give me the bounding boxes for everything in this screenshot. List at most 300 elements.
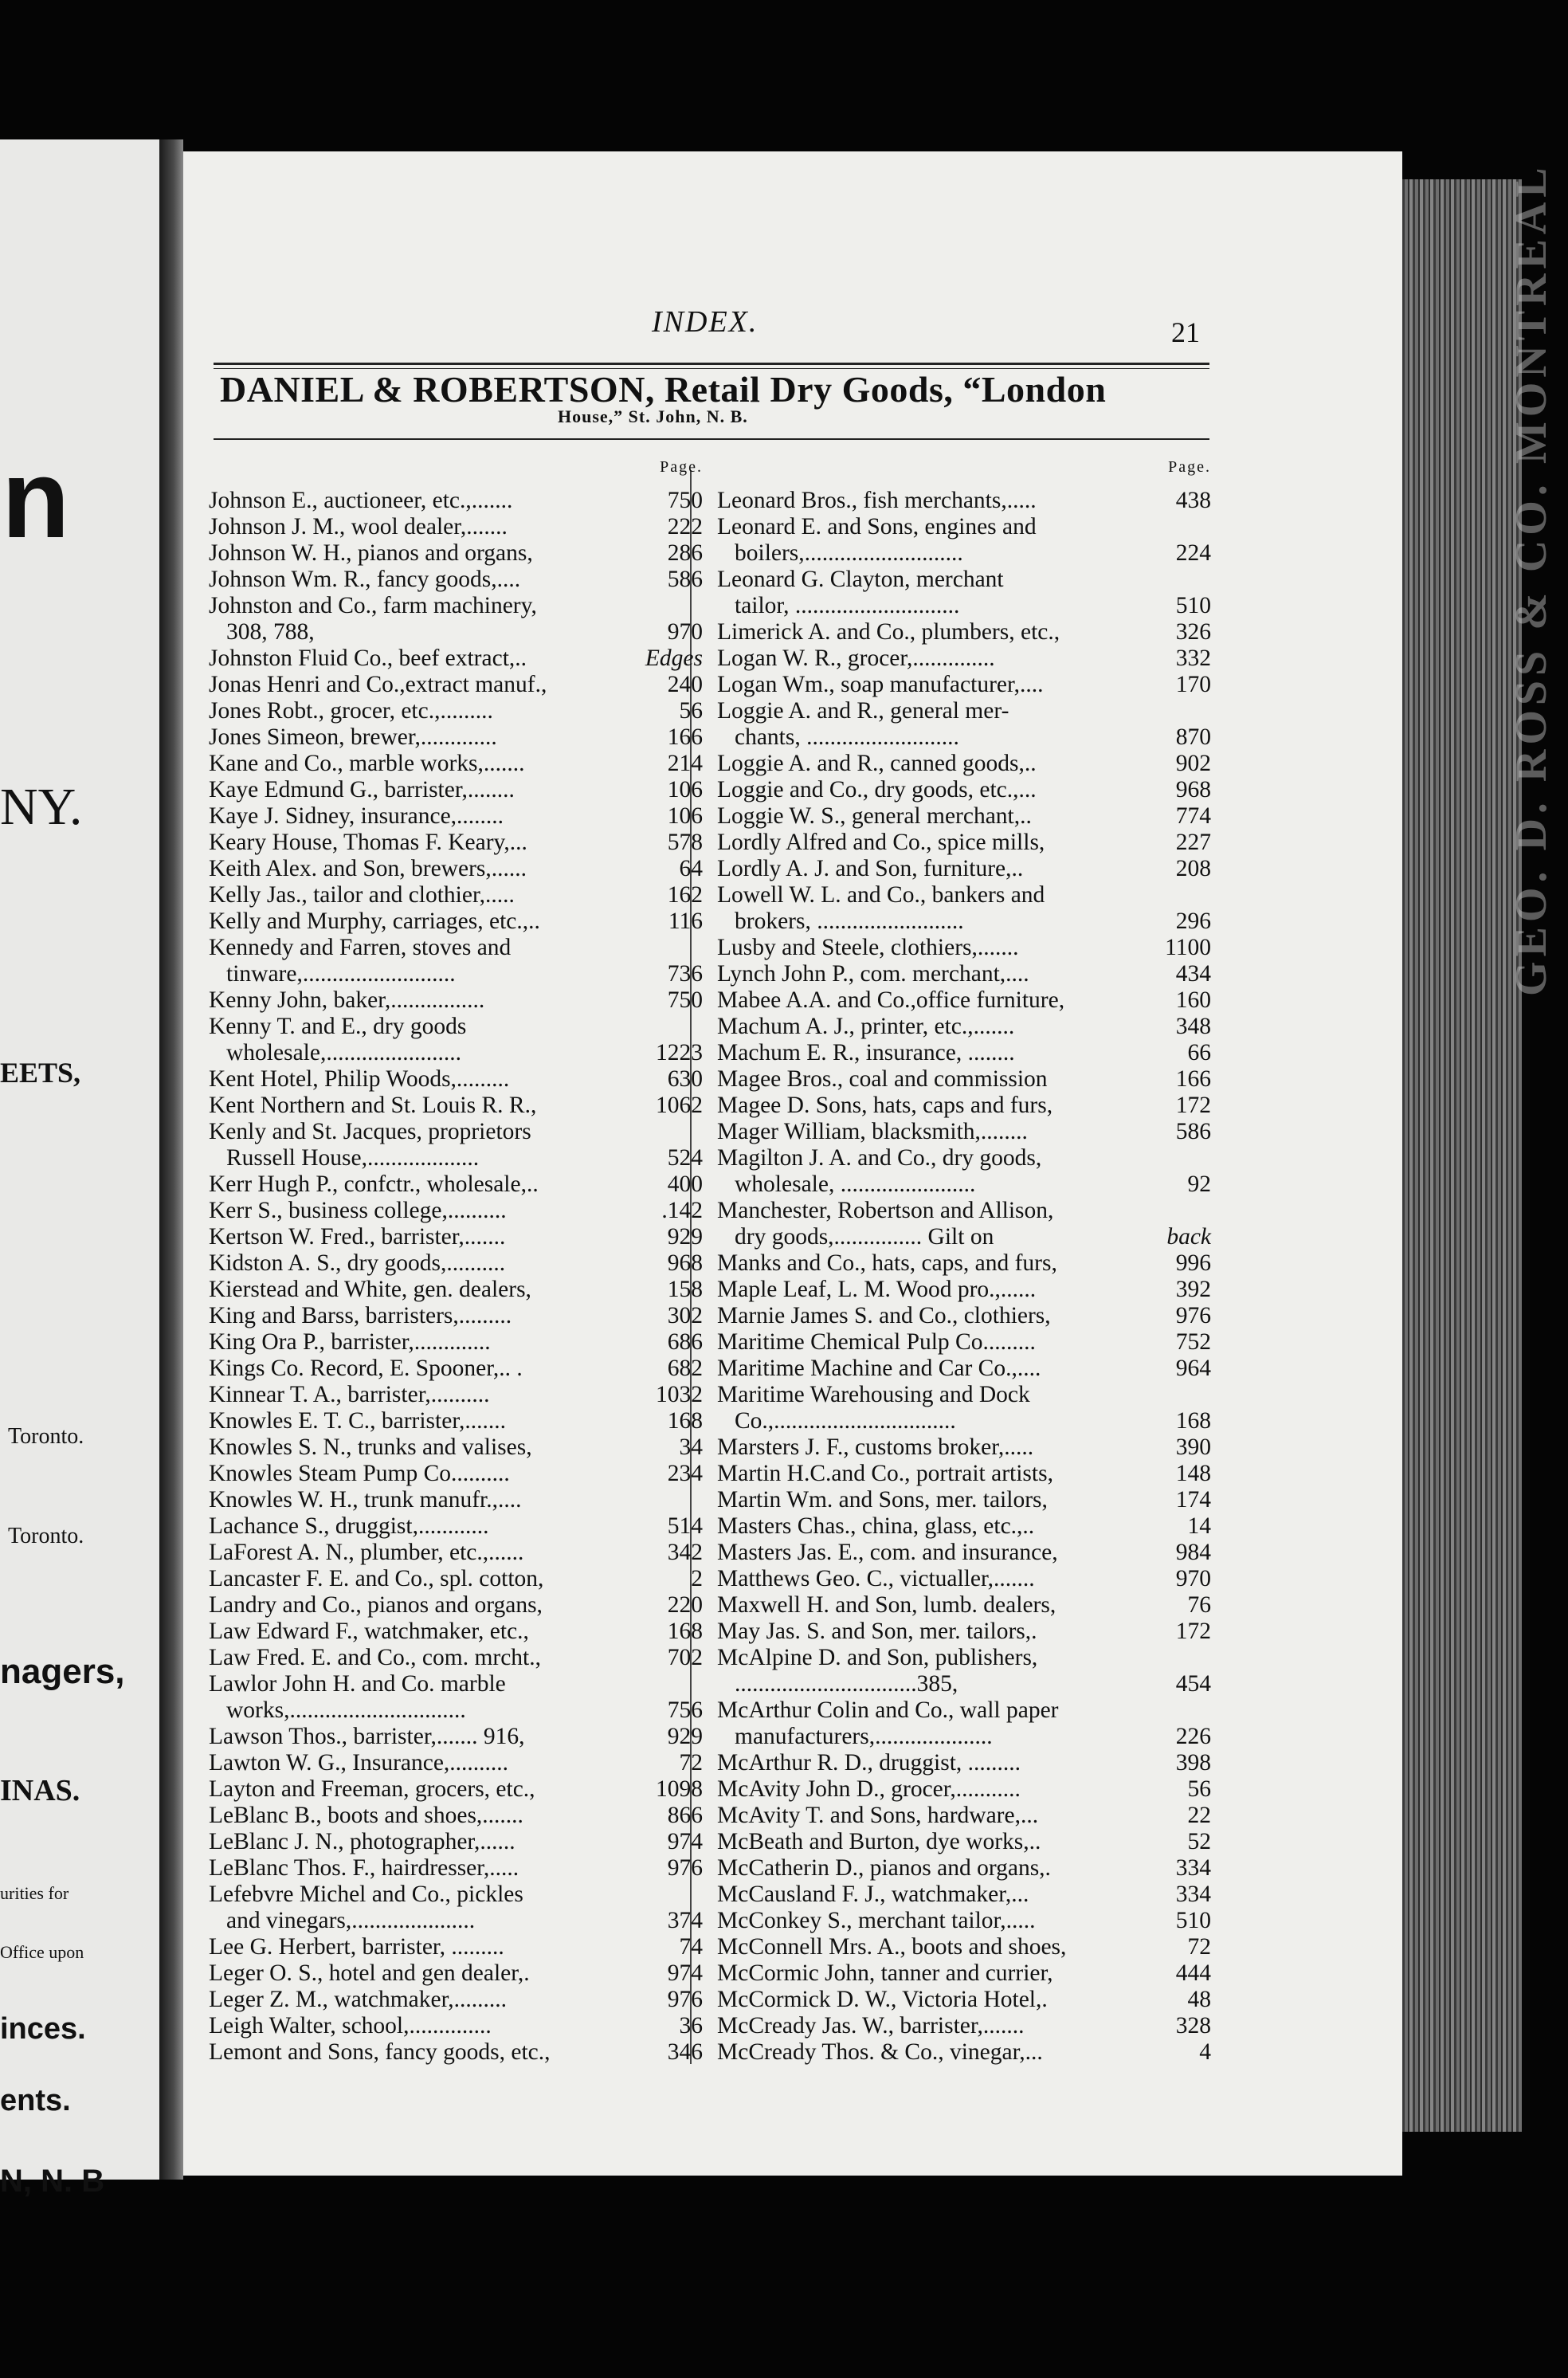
index-entry [717,1119,1211,1145]
entry-text: Loggie W. S., general merchant,.. [717,803,1032,829]
index-entry [717,882,1211,908]
entry-text: Lachance S., druggist,............ [209,1513,489,1539]
index-entry [209,1934,703,1960]
entry-text: tailor, ............................ [735,593,960,618]
index-entry [209,908,703,935]
entry-text: Maritime Machine and Car Co.,.... [717,1356,1041,1381]
entry-page-number: 390 [1175,1434,1211,1460]
entry-text: Masters Jas. E., com. and insurance, [717,1540,1058,1565]
left-fragment-11: N, N. B [0,2164,105,2199]
advertisement-address: House,” St. John, N. B. [558,406,748,426]
entry-page-number: 174 [1175,1487,1211,1513]
index-entry [717,1987,1211,2013]
entry-text: McConkey S., merchant tailor,..... [717,1908,1036,1933]
entry-page-number: 34 [679,1434,703,1460]
index-entry [209,1329,703,1356]
entry-text: Lawson Thos., barrister,....... 916, [209,1724,525,1749]
entry-text: Johnson J. M., wool dealer,....... [209,514,508,540]
entry-page-number: 630 [667,1066,703,1092]
index-entry [717,1277,1211,1303]
entry-page-number: 227 [1175,830,1211,855]
entry-page-number: 48 [1187,1987,1211,2012]
entry-list-left [209,488,703,2066]
entry-text: works,.............................. [226,1697,466,1723]
index-entry [717,488,1211,514]
entry-text: Russell House,................... [226,1145,480,1171]
entry-page-number: 964 [1175,1356,1211,1381]
entry-text: Leigh Walter, school,.............. [209,2013,492,2039]
index-entry [209,619,703,646]
entry-page-number: 578 [667,830,703,855]
entry-page-number: 1100 [1165,935,1211,960]
entry-page-number: 750 [667,488,703,513]
entry-text: Maple Leaf, L. M. Wood pro.,...... [717,1277,1037,1302]
index-entry [209,1803,703,1829]
entry-page-number: 172 [1175,1619,1211,1644]
index-entry [209,1145,703,1171]
entry-page-number: 208 [1175,856,1211,881]
entry-text: Magee Bros., coal and commission [717,1066,1048,1092]
entry-page-number: 2 [691,1566,703,1591]
index-entry [209,1960,703,1987]
entry-text: Kenny T. and E., dry goods [209,1014,467,1039]
entry-page-number: 168 [667,1408,703,1434]
entry-text: Marsters J. F., customs broker,..... [717,1434,1034,1460]
entry-page-number: 226 [1175,1724,1211,1749]
entry-text: Johnson E., auctioneer, etc.,....... [209,488,513,513]
entry-page-number: 444 [1175,1960,1211,1986]
index-entry [717,1487,1211,1513]
index-entry [209,1750,703,1776]
index-entry [717,1434,1211,1461]
index-entry [209,803,703,830]
index-entry [209,1776,703,1803]
entry-page-number: 302 [667,1303,703,1328]
entry-page-number: 976 [667,1855,703,1881]
entry-page-number: 158 [667,1277,703,1302]
entry-text: Lowell W. L. and Co., bankers and [717,882,1045,908]
index-entry [209,1855,703,1882]
entry-text: Law Fred. E. and Co., com. mrcht., [209,1645,542,1670]
left-fragment-10: ents. [0,2084,71,2117]
entry-text: tinware,.......................... [226,961,456,987]
entry-page-number: 326 [1175,619,1211,645]
entry-page-number: 222 [667,514,703,540]
entry-page-number: 976 [667,1987,703,2012]
index-entry [209,1908,703,1934]
index-entry [717,514,1211,540]
entry-text: Johnston and Co., farm machinery, [209,593,537,618]
entry-text: Kelly Jas., tailor and clothier,..... [209,882,515,908]
index-entry [209,1277,703,1303]
entry-text: Martin Wm. and Sons, mer. tailors, [717,1487,1048,1513]
entry-page-number: 524 [667,1145,703,1171]
running-title: INDEX. [652,305,759,339]
index-entry [717,1645,1211,1671]
entry-page-number: 702 [667,1645,703,1670]
entry-page-number: 968 [667,1250,703,1276]
index-entry [717,1776,1211,1803]
index-entry [717,961,1211,987]
index-entry [209,987,703,1014]
index-entry [717,1093,1211,1119]
index-entry [717,1671,1211,1697]
entry-text: Maritime Warehousing and Dock [717,1382,1030,1407]
index-entry [717,1198,1211,1224]
entry-text: Keary House, Thomas F. Keary,... [209,830,527,855]
entry-text: McCatherin D., pianos and organs,. [717,1855,1051,1881]
entry-text: Jones Simeon, brewer,............. [209,724,497,750]
index-entry [717,1960,1211,1987]
left-fragment-2: EETS, [0,1057,81,1089]
index-entry [209,2013,703,2039]
index-entry [717,1382,1211,1408]
entry-text: Kenly and St. Jacques, proprietors [209,1119,531,1144]
index-entry [717,567,1211,593]
entry-page-number: 74 [679,1934,703,1960]
index-column-left [209,446,703,2066]
left-fragment-8: Office upon [0,1942,84,1962]
entry-text: Layton and Freeman, grocers, etc., [209,1776,535,1802]
index-entry [209,567,703,593]
left-fragment-1: NY. [0,778,83,836]
index-entry [209,1356,703,1382]
entry-text: Lordly A. J. and Son, furniture,.. [717,856,1024,881]
entry-text: Manks and Co., hats, caps, and furs, [717,1250,1057,1276]
left-fragment-0: n [2,436,70,561]
index-entry [717,1566,1211,1592]
index-entry [717,619,1211,646]
entry-text: Co.,............................... [735,1408,956,1434]
index-entry [209,1987,703,2013]
entry-text: brokers, ......................... [735,908,964,934]
entry-page-number: 116 [668,908,703,934]
entry-text: Magilton J. A. and Co., dry goods, [717,1145,1042,1171]
entry-page-number: 400 [667,1171,703,1197]
entry-page-number: 984 [1175,1540,1211,1565]
entry-page-number: 756 [667,1697,703,1723]
entry-page-number: 76 [1187,1592,1211,1618]
entry-text: McArthur R. D., druggist, ......... [717,1750,1021,1776]
entry-text: Leger Z. M., watchmaker,......... [209,1987,507,2012]
left-fragment-9: inces. [0,2012,86,2046]
entry-page-number: 454 [1175,1671,1211,1697]
entry-page-number: 1062 [656,1093,703,1118]
entry-page-number: 929 [667,1224,703,1250]
entry-text: boilers,........................... [735,540,963,566]
index-entry [717,987,1211,1014]
entry-page-number: 240 [667,672,703,697]
left-fragment-7: urities for [0,1883,69,1903]
entry-text: Leger O. S., hotel and gen dealer,. [209,1960,530,1986]
index-entry [717,1171,1211,1198]
entry-page-number: 514 [667,1513,703,1539]
entry-page-number: 106 [667,803,703,829]
index-entry [209,1697,703,1724]
entry-text: Leonard Bros., fish merchants,..... [717,488,1037,513]
page-column-header: Page. [660,458,703,476]
entry-text: Lynch John P., com. merchant,.... [717,961,1029,987]
entry-text: Kennedy and Farren, stoves and [209,935,512,960]
left-fragment-3: Toronto. [8,1424,84,1449]
index-entry [209,698,703,724]
entry-page-number: 64 [679,856,703,881]
index-entry [209,646,703,672]
entry-page-number: 1223 [656,1040,703,1065]
index-entry [717,1619,1211,1645]
advertisement-banner: DANIEL & ROBERTSON, Retail Dry Goods, “London [220,369,1107,410]
index-entry [209,1540,703,1566]
entry-page-number: 4 [1199,2039,1211,2065]
entry-text: Loggie A. and R., general mer- [717,698,1009,724]
left-fragment-5: nagers, [0,1652,125,1691]
entry-page-number: 234 [667,1461,703,1486]
entry-text: Kaye J. Sidney, insurance,........ [209,803,504,829]
index-entry [209,1119,703,1145]
entry-text: Loggie A. and R., canned goods,.. [717,751,1037,776]
index-entry [209,724,703,751]
index-entry [209,1382,703,1408]
entry-page-number: 14 [1187,1513,1211,1539]
entry-text: Johnson Wm. R., fancy goods,.... [209,567,521,592]
entry-text: Landry and Co., pianos and organs, [209,1592,543,1618]
entry-text: King Ora P., barrister,............. [209,1329,491,1355]
index-entry [209,1461,703,1487]
entry-text: Knowles E. T. C., barrister,....... [209,1408,506,1434]
entry-text: Kierstead and White, gen. dealers, [209,1277,531,1302]
left-fragment-6: INAS. [0,1774,80,1807]
entry-text: ...............................385, [735,1671,958,1697]
entry-text: McCausland F. J., watchmaker,... [717,1882,1029,1907]
entry-page-number: 1032 [656,1382,703,1407]
entry-text: LeBlanc J. N., photographer,...... [209,1829,515,1854]
entry-text: wholesale, ....................... [735,1171,976,1197]
entry-text: Johnson W. H., pianos and organs, [209,540,533,566]
entry-page-number: 332 [1175,646,1211,671]
entry-text: Leonard E. and Sons, engines and [717,514,1037,540]
entry-page-number: 328 [1175,2013,1211,2039]
index-entry [209,882,703,908]
index-entry [209,856,703,882]
entry-text: Kenny John, baker,................ [209,987,485,1013]
entry-page-number: 682 [667,1356,703,1381]
entry-text: Lemont and Sons, fancy goods, etc., [209,2039,551,2065]
index-entry [717,1513,1211,1540]
entry-page-number: back [1166,1224,1211,1250]
entry-text: Lawton W. G., Insurance,.......... [209,1750,509,1776]
index-entry [717,751,1211,777]
entry-text: Kidston A. S., dry goods,.......... [209,1250,506,1276]
entry-text: Kerr Hugh P., confctr., wholesale,.. [209,1171,539,1197]
entry-text: Law Edward F., watchmaker, etc., [209,1619,529,1644]
entry-page-number: 434 [1175,961,1211,987]
entry-page-number: 346 [667,2039,703,2065]
entry-page-number: 214 [667,751,703,776]
spine-print: GEO. D. ROSS & CO. MONTREAL [1507,163,1556,996]
entry-page-number: 342 [667,1540,703,1565]
entry-text: Masters Chas., china, glass, etc.,.. [717,1513,1035,1539]
entry-text: Matthews Geo. C., victualler,....... [717,1566,1035,1591]
entry-text: Machum A. J., printer, etc.,....... [717,1014,1015,1039]
index-entry [717,540,1211,567]
index-entry [717,593,1211,619]
entry-page-number: 172 [1175,1093,1211,1118]
index-entry [209,514,703,540]
index-entry [717,1040,1211,1066]
index-entry [209,1882,703,1908]
entry-text: McBeath and Burton, dye works,.. [717,1829,1041,1854]
entry-text: Kent Hotel, Philip Woods,......... [209,1066,510,1092]
entry-page-number: 752 [1175,1329,1211,1355]
entry-text: Lawlor John H. and Co. marble [209,1671,506,1697]
entry-text: LeBlanc Thos. F., hairdresser,..... [209,1855,519,1881]
index-entry [717,1803,1211,1829]
index-entry [209,1250,703,1277]
entry-page-number: 586 [1175,1119,1211,1144]
entry-page-number: 106 [667,777,703,802]
entry-text: McAlpine D. and Son, publishers, [717,1645,1038,1670]
entry-page-number: 870 [1175,724,1211,750]
index-entry [717,1014,1211,1040]
entry-page-number: 1098 [656,1776,703,1802]
index-entry [209,751,703,777]
entry-text: Magee D. Sons, hats, caps and furs, [717,1093,1053,1118]
entry-page-number: 56 [679,698,703,724]
entry-text: Kane and Co., marble works,....... [209,751,525,776]
index-entry [717,1250,1211,1277]
index-entry [209,1592,703,1619]
entry-text: and vinegars,..................... [226,1908,476,1933]
entry-page-number: 736 [667,961,703,987]
entry-page-number: 168 [667,1619,703,1644]
facing-page [0,139,159,2199]
entry-page-number: 160 [1175,987,1211,1013]
entry-page-number: 974 [667,1960,703,1986]
entry-page-number: 586 [667,567,703,592]
index-entry [717,1882,1211,1908]
index-entry [209,777,703,803]
index-column-right [717,446,1211,2066]
entry-page-number: 286 [667,540,703,566]
index-entry [717,1408,1211,1434]
index-entry [209,935,703,961]
index-entry [209,593,703,619]
entry-page-number: 929 [667,1724,703,1749]
entry-page-number: 92 [1187,1171,1211,1197]
entry-page-number: 510 [1175,1908,1211,1933]
entry-page-number: 686 [667,1329,703,1355]
index-entry [717,672,1211,698]
entry-page-number: 996 [1175,1250,1211,1276]
entry-page-number: 374 [667,1908,703,1933]
entry-page-number: 334 [1175,1855,1211,1881]
entry-text: McAvity John D., grocer,........... [717,1776,1021,1802]
entry-text: Lancaster F. E. and Co., spl. cotton, [209,1566,544,1591]
index-entry [209,1829,703,1855]
entry-page-number: 968 [1175,777,1211,802]
index-entry [209,1303,703,1329]
page-edges [1402,179,1522,2132]
entry-page-number: 438 [1175,488,1211,513]
entry-text: dry goods,............... Gilt on [735,1224,994,1250]
index-entry [209,1171,703,1198]
entry-page-number: 296 [1175,908,1211,934]
left-fragment-4: Toronto. [8,1524,84,1548]
entry-text: LaForest A. N., plumber, etc.,...... [209,1540,524,1565]
entry-text: Maxwell H. and Son, lumb. dealers, [717,1592,1056,1618]
index-entry [717,1724,1211,1750]
index-entry [717,646,1211,672]
index-entry [717,908,1211,935]
index-entry [209,1513,703,1540]
entry-text: McCready Jas. W., barrister,....... [717,2013,1025,2039]
index-entry [209,1487,703,1513]
index-entry [209,672,703,698]
index-entry [717,935,1211,961]
entry-text: LeBlanc B., boots and shoes,....... [209,1803,523,1828]
entry-text: Maritime Chemical Pulp Co......... [717,1329,1036,1355]
index-entry [717,1066,1211,1093]
index-entry [717,1592,1211,1619]
index-entry [717,1855,1211,1882]
index-entry [717,1356,1211,1382]
entry-text: Kertson W. Fred., barrister,....... [209,1224,506,1250]
entry-text: Knowles Steam Pump Co.......... [209,1461,510,1486]
index-entry [209,1619,703,1645]
index-entry [209,1408,703,1434]
entry-text: wholesale,....................... [226,1040,461,1065]
entry-text: McAvity T. and Sons, hardware,... [717,1803,1039,1828]
entry-text: Machum E. R., insurance, ........ [717,1040,1015,1065]
entry-text: Martin H.C.and Co., portrait artists, [717,1461,1053,1486]
entry-page-number: 398 [1175,1750,1211,1776]
entry-text: Kinnear T. A., barrister,.......... [209,1382,490,1407]
entry-text: McConnell Mrs. A., boots and shoes, [717,1934,1067,1960]
entry-page-number: 774 [1175,803,1211,829]
entry-text: Kerr S., business college,.......... [209,1198,507,1223]
entry-text: 308, 788, [226,619,315,645]
entry-text: Knowles W. H., trunk manufr.,.... [209,1487,522,1513]
entry-page-number: 750 [667,987,703,1013]
entry-page-number: 52 [1187,1829,1211,1854]
entry-page-number: 902 [1175,751,1211,776]
entry-text: Lee G. Herbert, barrister, ......... [209,1934,504,1960]
index-entry [209,961,703,987]
book-gutter [159,139,183,2180]
entry-text: Leonard G. Clayton, merchant [717,567,1004,592]
entry-page-number: Edges [645,646,703,671]
entry-text: Logan Wm., soap manufacturer,.... [717,672,1044,697]
entry-page-number: 392 [1175,1277,1211,1302]
entry-page-number: 510 [1175,593,1211,618]
entry-text: Kelly and Murphy, carriages, etc.,.. [209,908,540,934]
index-entry [209,1040,703,1066]
entry-text: manufacturers,.................... [735,1724,993,1749]
entry-page-number: 162 [667,882,703,908]
index-entry [717,1829,1211,1855]
top-rule [214,363,1209,365]
page-number: 21 [1171,316,1200,348]
entry-page-number: 56 [1187,1776,1211,1802]
index-entry [209,1566,703,1592]
entry-page-number: 220 [667,1592,703,1618]
index-entry [209,1434,703,1461]
entry-page-number: 72 [679,1750,703,1776]
entry-text: Loggie and Co., dry goods, etc.,... [717,777,1037,802]
entry-text: Lusby and Steele, clothiers,....... [717,935,1019,960]
index-entry [209,2039,703,2066]
entry-text: Kaye Edmund G., barrister,........ [209,777,515,802]
